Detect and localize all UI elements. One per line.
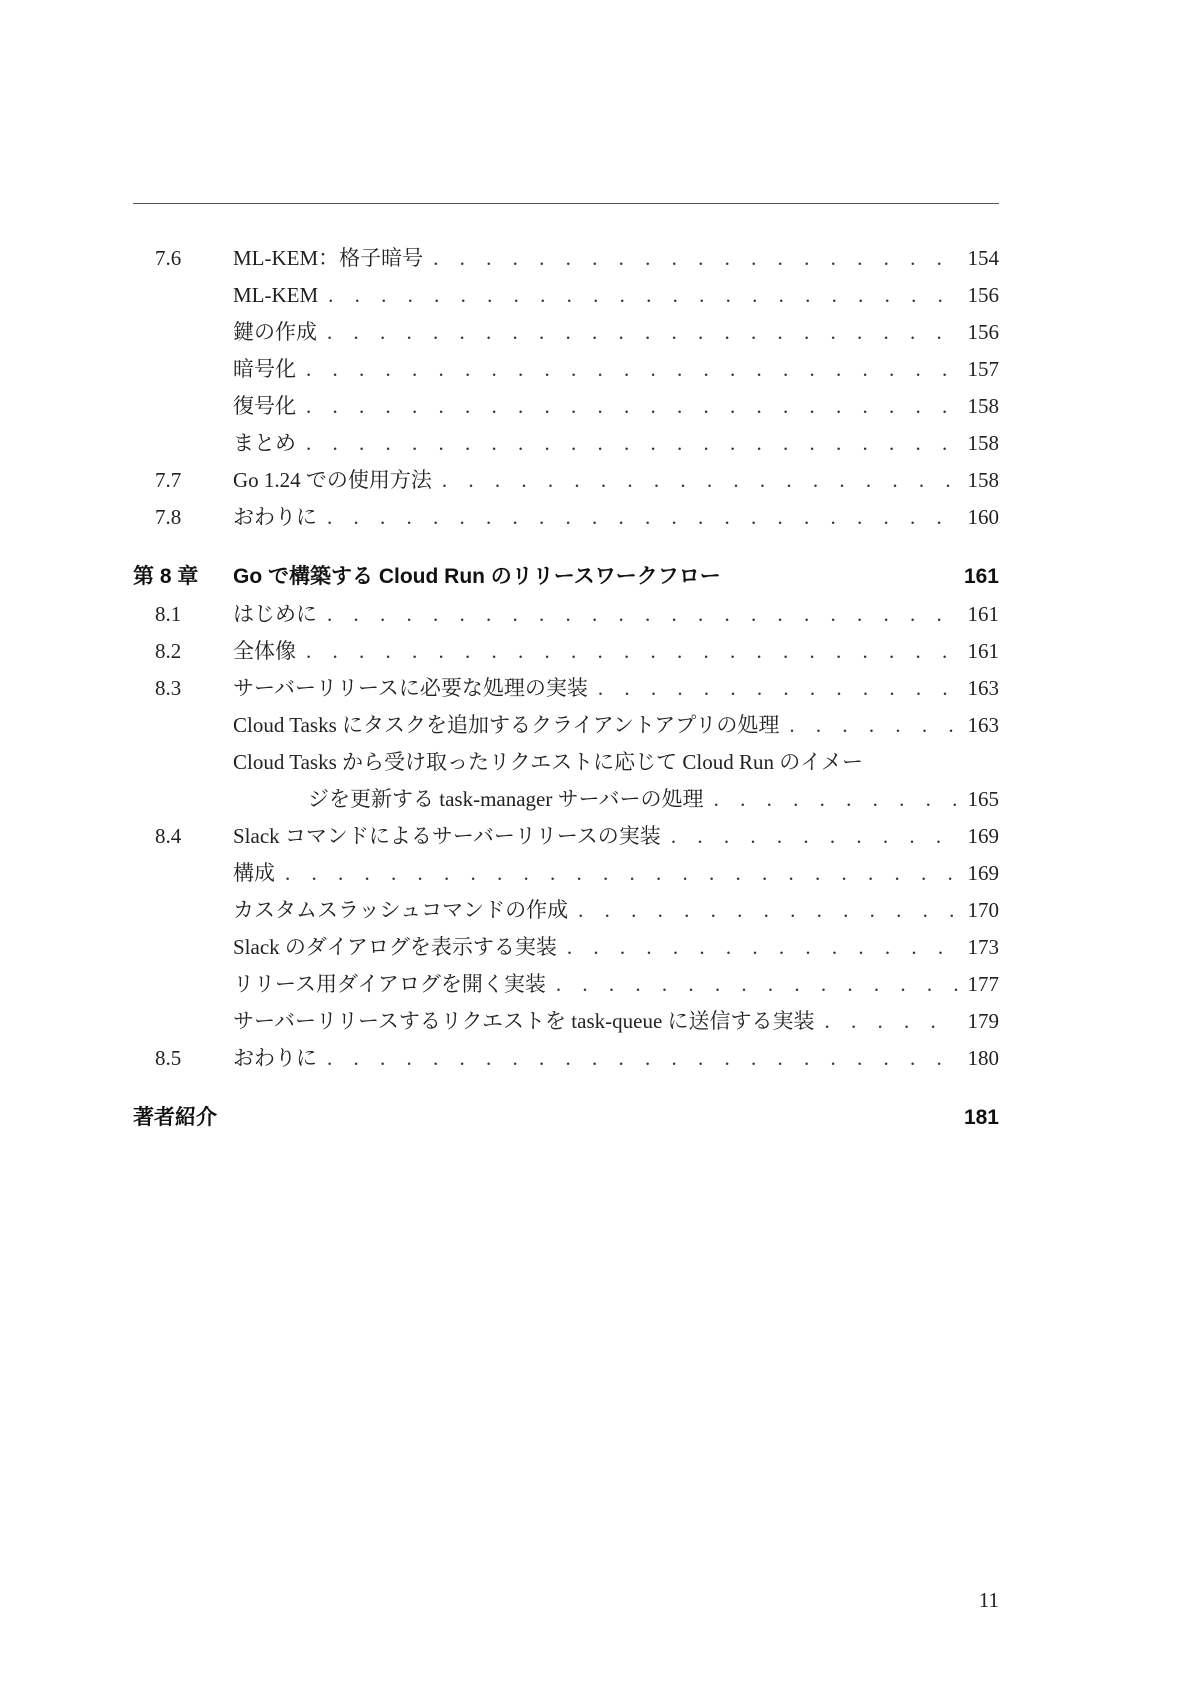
dot-leader — [327, 314, 958, 351]
entry-page: 158 — [967, 394, 999, 418]
entry-title: 暗号化 — [233, 357, 296, 381]
dot-leader — [285, 855, 958, 892]
section-group-8b — [133, 818, 999, 1077]
entry-title: ML-KEM — [233, 283, 319, 307]
entry-title: Go 1.24 での使用方法 — [233, 468, 432, 492]
toc-entry — [133, 707, 999, 744]
entry-title-line2: ジを更新する task-manager サーバーの処理 — [308, 787, 704, 811]
entry-number: 8.2 — [155, 639, 182, 663]
entry-number: 7.7 — [155, 468, 182, 492]
toc-entry — [133, 670, 999, 707]
entry-number: 8.5 — [155, 1046, 182, 1070]
dot-leader — [306, 388, 958, 425]
toc-entry — [133, 499, 999, 536]
entry-page: 169 — [967, 861, 999, 885]
header-rule — [133, 203, 999, 204]
section-group-8a — [133, 596, 999, 744]
spacer — [133, 536, 999, 558]
entry-page: 163 — [967, 676, 999, 700]
toc-entry — [133, 351, 999, 388]
entry-title: まとめ — [233, 431, 296, 455]
dot-leader — [433, 240, 957, 277]
toc-entry-multiline-first — [133, 744, 999, 781]
page-number: 11 — [978, 1588, 999, 1612]
entry-title: Cloud Tasks にタスクを追加するクライアントアプリの処理 — [233, 713, 780, 737]
entry-page: 158 — [967, 468, 999, 492]
dot-leader — [714, 781, 958, 818]
entry-page: 156 — [967, 320, 999, 344]
entry-page: 156 — [967, 283, 999, 307]
toc-entry — [133, 425, 999, 462]
entry-page: 161 — [967, 602, 999, 626]
toc-entry — [133, 388, 999, 425]
entry-title: ML-KEM：格子暗号 — [233, 246, 424, 270]
entry-number: 8.4 — [155, 824, 182, 848]
dot-leader — [567, 929, 958, 966]
entry-title: Slack のダイアログを表示する実装 — [233, 935, 557, 959]
entry-page: 161 — [967, 639, 999, 663]
entry-title: おわりに — [233, 1046, 317, 1070]
toc-entry — [133, 818, 999, 855]
entry-page: 169 — [967, 824, 999, 848]
entry-page: 173 — [967, 935, 999, 959]
entry-page: 165 — [967, 787, 999, 811]
chapter-number: 第 8 章 — [133, 565, 199, 588]
chapter-heading — [133, 558, 999, 596]
dot-leader — [671, 818, 958, 855]
entry-page: 177 — [967, 972, 999, 996]
dot-leader — [327, 1040, 958, 1077]
dot-leader — [306, 351, 958, 388]
toc-entry — [133, 892, 999, 929]
entry-number: 8.1 — [155, 602, 182, 626]
toc-entry — [133, 966, 999, 1003]
dot-leader — [328, 277, 957, 314]
dot-leader — [306, 425, 958, 462]
author-heading — [133, 1099, 999, 1137]
spacer — [133, 1077, 999, 1099]
toc-entry — [133, 462, 999, 499]
chapter-page: 161 — [963, 565, 999, 588]
dot-leader — [825, 1003, 958, 1040]
entry-title: 構成 — [233, 861, 275, 885]
entry-title: はじめに — [233, 602, 317, 626]
toc-entry — [133, 633, 999, 670]
toc-entry — [133, 855, 999, 892]
table-of-contents — [133, 240, 999, 1137]
toc-entry-multiline-second — [133, 781, 999, 818]
author-page: 181 — [963, 1106, 999, 1129]
entry-title: Slack コマンドによるサーバーリリースの実装 — [233, 824, 661, 848]
entry-number: 7.8 — [155, 505, 182, 529]
dot-leader — [306, 633, 958, 670]
entry-title: 鍵の作成 — [233, 320, 317, 344]
dot-leader — [789, 707, 957, 744]
entry-number: 7.6 — [155, 246, 182, 270]
entry-page: 179 — [967, 1009, 999, 1033]
toc-entry — [133, 596, 999, 633]
dot-leader — [327, 499, 958, 536]
entry-title-line1: Cloud Tasks から受け取ったリクエストに応じて Cloud Run のイメー — [233, 750, 864, 774]
toc-entry — [133, 929, 999, 966]
chapter-title: Go で構築する Cloud Run のリリースワークフロー — [233, 565, 721, 588]
entry-title: 復号化 — [233, 394, 296, 418]
dot-leader — [442, 462, 958, 499]
entry-title: 全体像 — [233, 639, 296, 663]
toc-entry — [133, 314, 999, 351]
entry-page: 160 — [967, 505, 999, 529]
entry-page: 154 — [967, 246, 999, 270]
dot-leader — [327, 596, 958, 633]
dot-leader — [556, 966, 958, 1003]
toc-entry — [133, 1040, 999, 1077]
dot-leader — [598, 670, 958, 707]
entry-page: 170 — [967, 898, 999, 922]
entry-page: 158 — [967, 431, 999, 455]
section-group-7 — [133, 240, 999, 536]
toc-entry — [133, 240, 999, 277]
author-title: 著者紹介 — [133, 1106, 217, 1129]
entry-title: サーバーリリースするリクエストを task-queue に送信する実装 — [233, 1009, 815, 1033]
entry-title: リリース用ダイアログを開く実装 — [233, 972, 546, 996]
entry-page: 157 — [967, 357, 999, 381]
toc-entry — [133, 277, 999, 314]
entry-title: サーバーリリースに必要な処理の実装 — [233, 676, 588, 700]
entry-page: 163 — [967, 713, 999, 737]
entry-page: 180 — [967, 1046, 999, 1070]
entry-title: おわりに — [233, 505, 317, 529]
toc-entry — [133, 1003, 999, 1040]
dot-leader — [578, 892, 957, 929]
entry-title: カスタムスラッシュコマンドの作成 — [233, 898, 569, 922]
entry-number: 8.3 — [155, 676, 182, 700]
